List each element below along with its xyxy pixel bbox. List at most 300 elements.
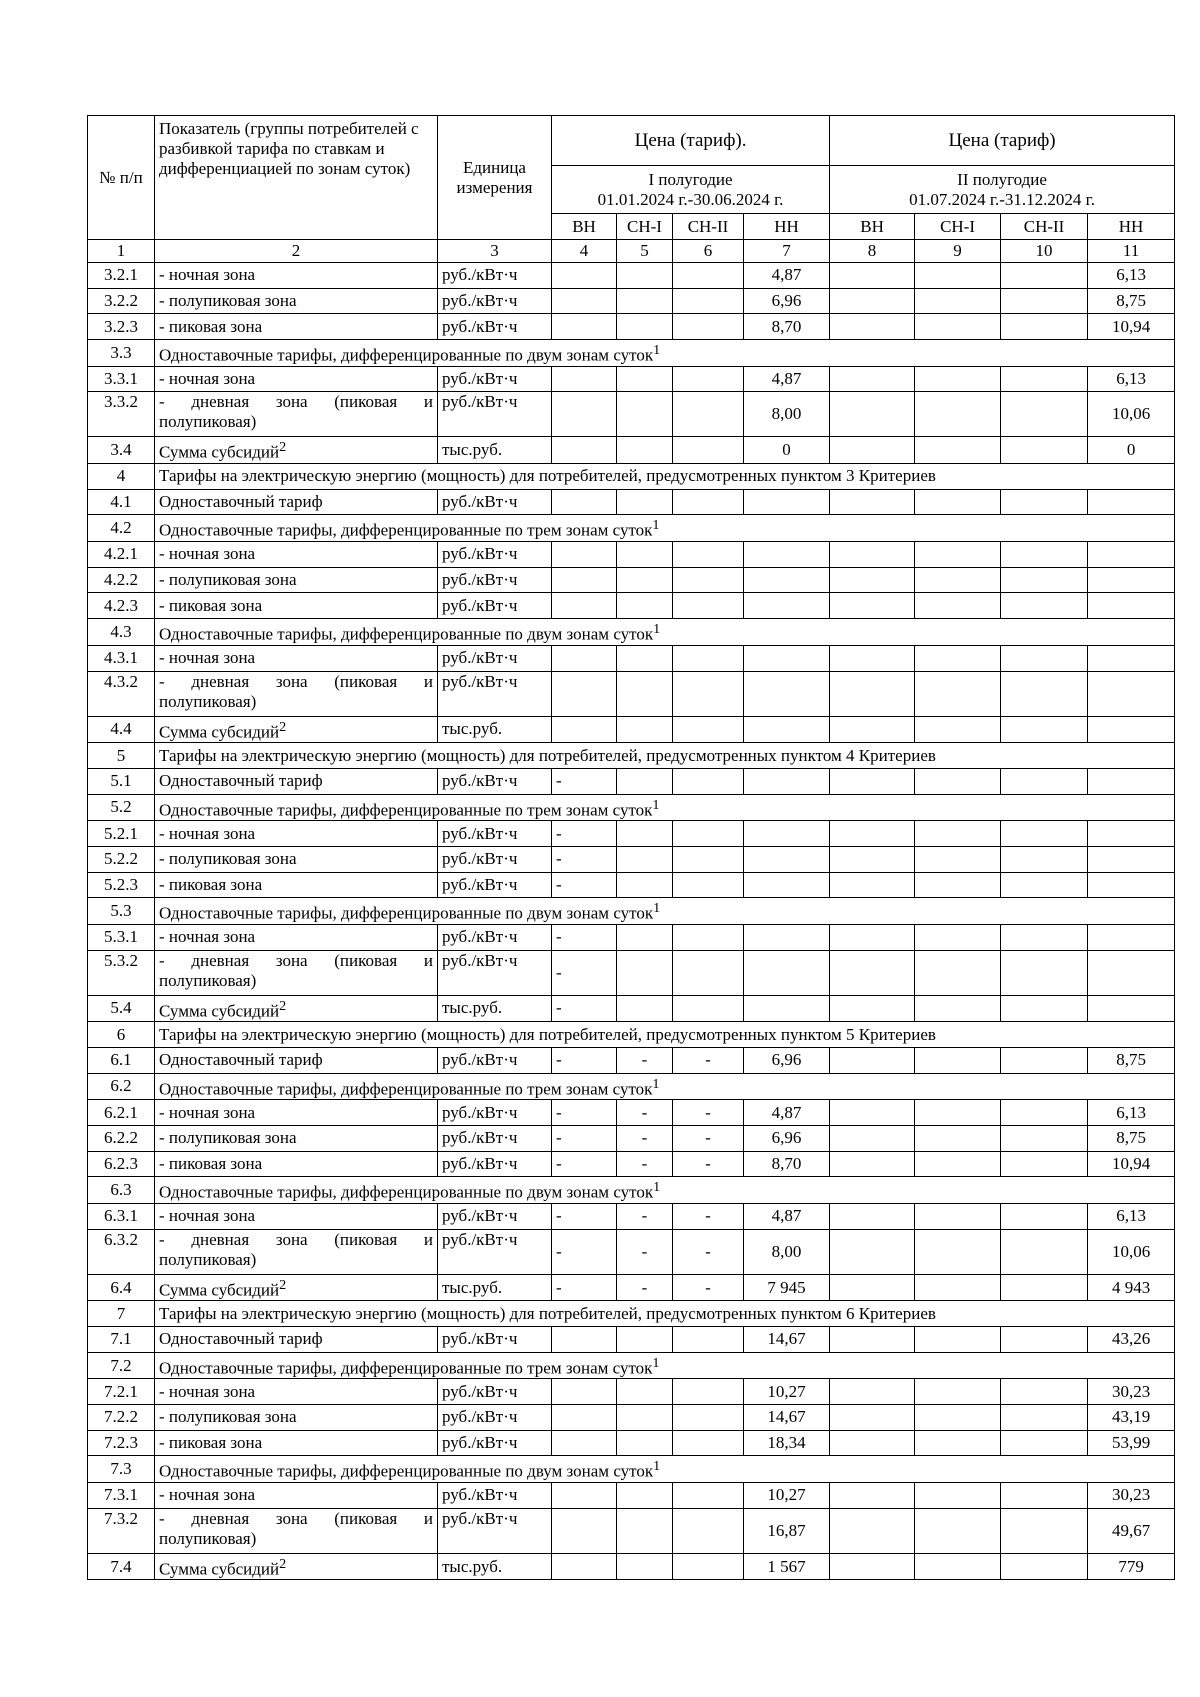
section-text: Одноставочные тарифы, дифференцированные по трем зонам суток	[159, 521, 653, 541]
value-cell	[1001, 950, 1088, 995]
value-cell: -	[617, 1100, 673, 1126]
section-row	[88, 794, 1175, 821]
value-cell	[673, 671, 744, 716]
voltage-header: СН-II	[1001, 214, 1088, 240]
value-cell	[1001, 542, 1088, 568]
value-cell	[673, 489, 744, 515]
row-number: 7.3.1	[88, 1483, 155, 1509]
unit-cell: руб./кВт·ч	[438, 1100, 552, 1126]
footnote-marker: 2	[279, 1555, 287, 1572]
value-cell	[552, 392, 617, 437]
value-cell	[673, 392, 744, 437]
value-cell	[673, 542, 744, 568]
indicator-text: Сумма субсидий	[159, 443, 280, 463]
value-cell: 30,23	[1088, 1483, 1175, 1509]
value-cell	[830, 1229, 915, 1274]
table-row	[88, 846, 1175, 872]
header-indicator: Показатель (группы потребителей с разбивкой тарифа по ставкам и дифференциацией по зонам суток)	[155, 116, 438, 240]
unit-cell: руб./кВт·ч	[438, 288, 552, 314]
section-row	[88, 1022, 1175, 1048]
value-cell	[915, 950, 1001, 995]
table-row	[88, 1100, 1175, 1126]
footnote-marker: 1	[653, 342, 661, 359]
indicator-name	[155, 1483, 438, 1509]
value-cell: 8,00	[744, 392, 830, 437]
unit-cell: руб./кВт·ч	[438, 821, 552, 847]
indicator-text: - дневная зона (пиковая и полупиковая)	[159, 671, 433, 711]
value-cell	[1001, 1229, 1088, 1274]
value-cell	[673, 872, 744, 898]
value-cell: 30,23	[1088, 1379, 1175, 1405]
row-number: 4.1	[88, 489, 155, 515]
value-cell	[830, 768, 915, 794]
value-cell: 0	[744, 437, 830, 464]
indicator-text: - полупиковая зона	[159, 1128, 297, 1148]
value-cell	[830, 542, 915, 568]
value-cell	[1001, 1553, 1088, 1580]
header-period-second	[830, 166, 1175, 214]
unit-cell: руб./кВт·ч	[438, 1125, 552, 1151]
value-cell	[915, 645, 1001, 671]
section-text: Одноставочные тарифы, дифференцированные по двум зонам суток	[159, 1462, 654, 1482]
value-cell	[552, 671, 617, 716]
value-cell: -	[617, 1047, 673, 1073]
value-cell	[915, 1125, 1001, 1151]
row-number: 5.3.2	[88, 950, 155, 995]
value-cell: -	[617, 1204, 673, 1230]
indicator-text: Сумма субсидий	[159, 1559, 280, 1579]
row-number: 4.2.1	[88, 542, 155, 568]
indicator-name	[155, 263, 438, 289]
value-cell	[617, 1430, 673, 1456]
value-cell	[1001, 1125, 1088, 1151]
value-cell	[915, 846, 1001, 872]
voltage-header: ВН	[552, 214, 617, 240]
value-cell	[1001, 1430, 1088, 1456]
row-number: 3.2.3	[88, 314, 155, 340]
value-cell	[915, 593, 1001, 619]
value-cell: 16,87	[744, 1508, 830, 1553]
value-cell: -	[552, 821, 617, 847]
value-cell	[673, 768, 744, 794]
table-row	[88, 671, 1175, 716]
table-row	[88, 924, 1175, 950]
section-text: Тарифы на электрическую энергию (мощность) для потребителей, предусмотренных пунктом 6 Критериев	[159, 1303, 936, 1323]
value-cell	[744, 821, 830, 847]
row-number: 3.2.2	[88, 288, 155, 314]
value-cell	[1088, 768, 1175, 794]
row-number: 4.2	[88, 515, 155, 542]
value-cell	[1001, 314, 1088, 340]
value-cell	[552, 288, 617, 314]
value-cell: 6,13	[1088, 1100, 1175, 1126]
value-cell	[915, 1274, 1001, 1301]
value-cell	[552, 593, 617, 619]
value-cell: 7 945	[744, 1274, 830, 1301]
value-cell: 6,13	[1088, 1204, 1175, 1230]
value-cell	[673, 314, 744, 340]
value-cell	[673, 1405, 744, 1431]
indicator-text: - дневная зона (пиковая и полупиковая)	[159, 1229, 433, 1269]
value-cell: -	[552, 1125, 617, 1151]
value-cell	[1001, 489, 1088, 515]
row-number: 3.2.1	[88, 263, 155, 289]
section-text: Одноставочные тарифы, дифференцированные по трем зонам суток	[159, 1079, 653, 1099]
row-number: 5.1	[88, 768, 155, 794]
value-cell	[617, 671, 673, 716]
unit-cell: руб./кВт·ч	[438, 846, 552, 872]
section-row	[88, 1073, 1175, 1100]
indicator-text: - ночная зона	[159, 369, 256, 389]
table-row	[88, 366, 1175, 392]
section-text: Одноставочные тарифы, дифференцированные по двум зонам суток	[159, 903, 654, 923]
period-first-dates: 01.01.2024 г.-30.06.2024 г.	[597, 189, 784, 209]
indicator-text: - пиковая зона	[159, 595, 263, 615]
value-cell	[673, 1508, 744, 1553]
value-cell: 6,96	[744, 1047, 830, 1073]
value-cell	[1001, 1274, 1088, 1301]
value-cell	[744, 716, 830, 743]
value-cell: 8,75	[1088, 1125, 1175, 1151]
value-cell	[1001, 872, 1088, 898]
value-cell: -	[552, 995, 617, 1022]
value-cell	[1001, 437, 1088, 464]
unit-cell: руб./кВт·ч	[438, 1379, 552, 1405]
indicator-text: Сумма субсидий	[159, 722, 280, 742]
section-text: Тарифы на электрическую энергию (мощность) для потребителей, предусмотренных пунктом 5 Критериев	[159, 1024, 936, 1044]
footnote-marker: 1	[652, 796, 660, 813]
value-cell	[830, 567, 915, 593]
row-number: 7.2.1	[88, 1379, 155, 1405]
value-cell: 6,96	[744, 1125, 830, 1151]
table-body	[88, 263, 1175, 1580]
value-cell	[830, 1204, 915, 1230]
value-cell	[830, 392, 915, 437]
indicator-name	[155, 1327, 438, 1353]
value-cell	[744, 846, 830, 872]
voltage-header: СН-II	[673, 214, 744, 240]
unit-cell: руб./кВт·ч	[438, 593, 552, 619]
tariff-table	[87, 115, 1175, 1580]
unit-cell: руб./кВт·ч	[438, 1047, 552, 1073]
table-row	[88, 716, 1175, 743]
indicator-name	[155, 1100, 438, 1126]
row-number: 5.2.2	[88, 846, 155, 872]
column-number: 6	[673, 240, 744, 263]
value-cell: 53,99	[1088, 1430, 1175, 1456]
value-cell	[673, 1430, 744, 1456]
row-number: 6.4	[88, 1274, 155, 1301]
row-number: 5	[88, 743, 155, 769]
value-cell	[830, 872, 915, 898]
value-cell	[617, 1327, 673, 1353]
value-cell	[915, 1553, 1001, 1580]
row-number: 6.3.2	[88, 1229, 155, 1274]
table-row	[88, 872, 1175, 898]
value-cell	[617, 1553, 673, 1580]
value-cell	[673, 567, 744, 593]
section-row	[88, 1301, 1175, 1327]
value-cell	[915, 1100, 1001, 1126]
value-cell	[617, 768, 673, 794]
value-cell	[617, 392, 673, 437]
value-cell	[830, 821, 915, 847]
indicator-name	[155, 392, 438, 437]
indicator-name	[155, 567, 438, 593]
value-cell	[915, 263, 1001, 289]
indicator-text: - полупиковая зона	[159, 1407, 297, 1427]
indicator-name	[155, 542, 438, 568]
value-cell: 0	[1088, 437, 1175, 464]
value-cell: 6,13	[1088, 263, 1175, 289]
value-cell	[915, 567, 1001, 593]
indicator-name	[155, 1274, 438, 1301]
value-cell: 4 943	[1088, 1274, 1175, 1301]
value-cell: 8,75	[1088, 288, 1175, 314]
unit-cell: руб./кВт·ч	[438, 950, 552, 995]
value-cell: 14,67	[744, 1327, 830, 1353]
table-row	[88, 593, 1175, 619]
row-number: 5.2.3	[88, 872, 155, 898]
value-cell: -	[552, 1274, 617, 1301]
value-cell	[915, 392, 1001, 437]
section-title	[155, 1456, 1175, 1483]
value-cell	[915, 1204, 1001, 1230]
value-cell	[830, 1379, 915, 1405]
indicator-text: - ночная зона	[159, 823, 256, 843]
value-cell	[673, 263, 744, 289]
indicator-name	[155, 872, 438, 898]
value-cell	[830, 489, 915, 515]
value-cell	[915, 872, 1001, 898]
value-cell	[617, 1483, 673, 1509]
unit-cell: руб./кВт·ч	[438, 1405, 552, 1431]
table-row	[88, 1508, 1175, 1553]
section-row	[88, 743, 1175, 769]
indicator-name	[155, 288, 438, 314]
value-cell: 10,27	[744, 1379, 830, 1405]
value-cell	[1088, 872, 1175, 898]
value-cell: -	[673, 1274, 744, 1301]
footnote-marker: 2	[279, 1276, 287, 1293]
section-title	[155, 340, 1175, 367]
value-cell	[617, 846, 673, 872]
value-cell: 10,06	[1088, 392, 1175, 437]
table-row	[88, 821, 1175, 847]
row-number: 6.3	[88, 1177, 155, 1204]
value-cell: -	[617, 1125, 673, 1151]
section-text: Одноставочные тарифы, дифференцированные по двум зонам суток	[159, 345, 654, 365]
unit-cell: руб./кВт·ч	[438, 872, 552, 898]
value-cell: 8,70	[744, 1151, 830, 1177]
value-cell	[744, 489, 830, 515]
footnote-marker: 2	[279, 439, 287, 456]
value-cell	[552, 437, 617, 464]
value-cell: -	[552, 1100, 617, 1126]
section-text: Тарифы на электрическую энергию (мощность) для потребителей, предусмотренных пунктом 4 Критериев	[159, 745, 936, 765]
section-text: Одноставочные тарифы, дифференцированные по двум зонам суток	[159, 1183, 654, 1202]
indicator-name	[155, 1151, 438, 1177]
indicator-name	[155, 1379, 438, 1405]
value-cell	[744, 567, 830, 593]
indicator-text: - ночная зона	[159, 544, 256, 564]
value-cell	[552, 1553, 617, 1580]
section-title	[155, 464, 1175, 490]
value-cell: 10,94	[1088, 1151, 1175, 1177]
value-cell	[1088, 489, 1175, 515]
indicator-text: - ночная зона	[159, 265, 256, 285]
value-cell	[830, 924, 915, 950]
row-number: 6.1	[88, 1047, 155, 1073]
value-cell: -	[673, 1100, 744, 1126]
row-number: 6.3.1	[88, 1204, 155, 1230]
table-row	[88, 489, 1175, 515]
unit-cell: руб./кВт·ч	[438, 1508, 552, 1553]
indicator-text: - пиковая зона	[159, 874, 263, 894]
value-cell: 10,94	[1088, 314, 1175, 340]
value-cell	[915, 489, 1001, 515]
value-cell: -	[617, 1151, 673, 1177]
value-cell	[552, 645, 617, 671]
unit-cell: руб./кВт·ч	[438, 924, 552, 950]
value-cell	[673, 288, 744, 314]
section-row	[88, 619, 1175, 646]
section-row	[88, 1456, 1175, 1483]
indicator-text: - полупиковая зона	[159, 291, 297, 311]
indicator-text: Сумма субсидий	[159, 1001, 280, 1021]
header-price-first-half: Цена (тариф).	[552, 116, 830, 166]
value-cell	[915, 1405, 1001, 1431]
table-row	[88, 768, 1175, 794]
value-cell	[617, 593, 673, 619]
column-number: 9	[915, 240, 1001, 263]
value-cell: 18,34	[744, 1430, 830, 1456]
value-cell	[744, 995, 830, 1022]
value-cell: -	[552, 1229, 617, 1274]
value-cell	[1001, 1379, 1088, 1405]
table-row	[88, 542, 1175, 568]
value-cell	[1088, 924, 1175, 950]
table-row	[88, 1483, 1175, 1509]
value-cell: 4,87	[744, 263, 830, 289]
indicator-text: - пиковая зона	[159, 1154, 263, 1173]
section-title	[155, 1177, 1175, 1204]
value-cell	[1088, 645, 1175, 671]
section-text: Одноставочные тарифы, дифференцированные по трем зонам суток	[159, 800, 653, 820]
value-cell	[830, 1483, 915, 1509]
row-number: 7.2.3	[88, 1430, 155, 1456]
column-number: 11	[1088, 240, 1175, 263]
indicator-text: - полупиковая зона	[159, 570, 297, 590]
value-cell: -	[673, 1151, 744, 1177]
value-cell	[673, 593, 744, 619]
period-first-label: I полугодие	[648, 169, 733, 189]
column-number: 7	[744, 240, 830, 263]
value-cell	[1001, 995, 1088, 1022]
table-row	[88, 1327, 1175, 1353]
unit-cell: руб./кВт·ч	[438, 567, 552, 593]
value-cell: -	[552, 768, 617, 794]
indicator-name	[155, 645, 438, 671]
value-cell	[1001, 1483, 1088, 1509]
value-cell	[830, 366, 915, 392]
value-cell: 43,26	[1088, 1327, 1175, 1353]
value-cell	[673, 437, 744, 464]
table-row	[88, 1125, 1175, 1151]
indicator-name	[155, 366, 438, 392]
value-cell	[1001, 924, 1088, 950]
unit-cell: руб./кВт·ч	[438, 768, 552, 794]
value-cell	[1001, 768, 1088, 794]
value-cell	[673, 1327, 744, 1353]
value-cell	[915, 1483, 1001, 1509]
section-row	[88, 1352, 1175, 1379]
indicator-name	[155, 1229, 438, 1274]
voltage-header: СН-I	[617, 214, 673, 240]
value-cell	[830, 846, 915, 872]
value-cell: -	[673, 1204, 744, 1230]
value-cell: -	[617, 1274, 673, 1301]
table-row	[88, 645, 1175, 671]
section-row	[88, 515, 1175, 542]
row-number: 6.2.3	[88, 1151, 155, 1177]
value-cell	[915, 366, 1001, 392]
value-cell	[1088, 950, 1175, 995]
voltage-header: ВН	[830, 214, 915, 240]
section-title	[155, 1073, 1175, 1100]
row-number: 4.2.3	[88, 593, 155, 619]
unit-cell: руб./кВт·ч	[438, 1483, 552, 1509]
value-cell	[915, 768, 1001, 794]
value-cell	[617, 821, 673, 847]
value-cell	[830, 716, 915, 743]
value-cell: -	[673, 1125, 744, 1151]
value-cell	[673, 846, 744, 872]
indicator-name	[155, 950, 438, 995]
value-cell: -	[552, 924, 617, 950]
value-cell: -	[552, 1151, 617, 1177]
value-cell	[673, 1379, 744, 1405]
value-cell	[915, 314, 1001, 340]
section-row	[88, 1177, 1175, 1204]
table-row	[88, 1405, 1175, 1431]
value-cell	[830, 995, 915, 1022]
value-cell: -	[673, 1047, 744, 1073]
value-cell	[1088, 821, 1175, 847]
value-cell	[1001, 821, 1088, 847]
value-cell	[673, 950, 744, 995]
unit-cell: руб./кВт·ч	[438, 263, 552, 289]
value-cell	[617, 366, 673, 392]
value-cell	[552, 1327, 617, 1353]
section-row	[88, 340, 1175, 367]
value-cell	[830, 1047, 915, 1073]
value-cell	[830, 593, 915, 619]
section-text: Одноставочные тарифы, дифференцированные по двум зонам суток	[159, 624, 654, 644]
value-cell	[1088, 995, 1175, 1022]
footnote-marker: 1	[652, 1354, 660, 1371]
row-number: 7	[88, 1301, 155, 1327]
value-cell	[1001, 593, 1088, 619]
table-row	[88, 437, 1175, 464]
table-row	[88, 1229, 1175, 1274]
table-row	[88, 392, 1175, 437]
value-cell	[915, 1047, 1001, 1073]
footnote-marker: 1	[653, 900, 661, 917]
value-cell: 4,87	[744, 1204, 830, 1230]
row-number: 7.2.2	[88, 1405, 155, 1431]
column-number: 8	[830, 240, 915, 263]
